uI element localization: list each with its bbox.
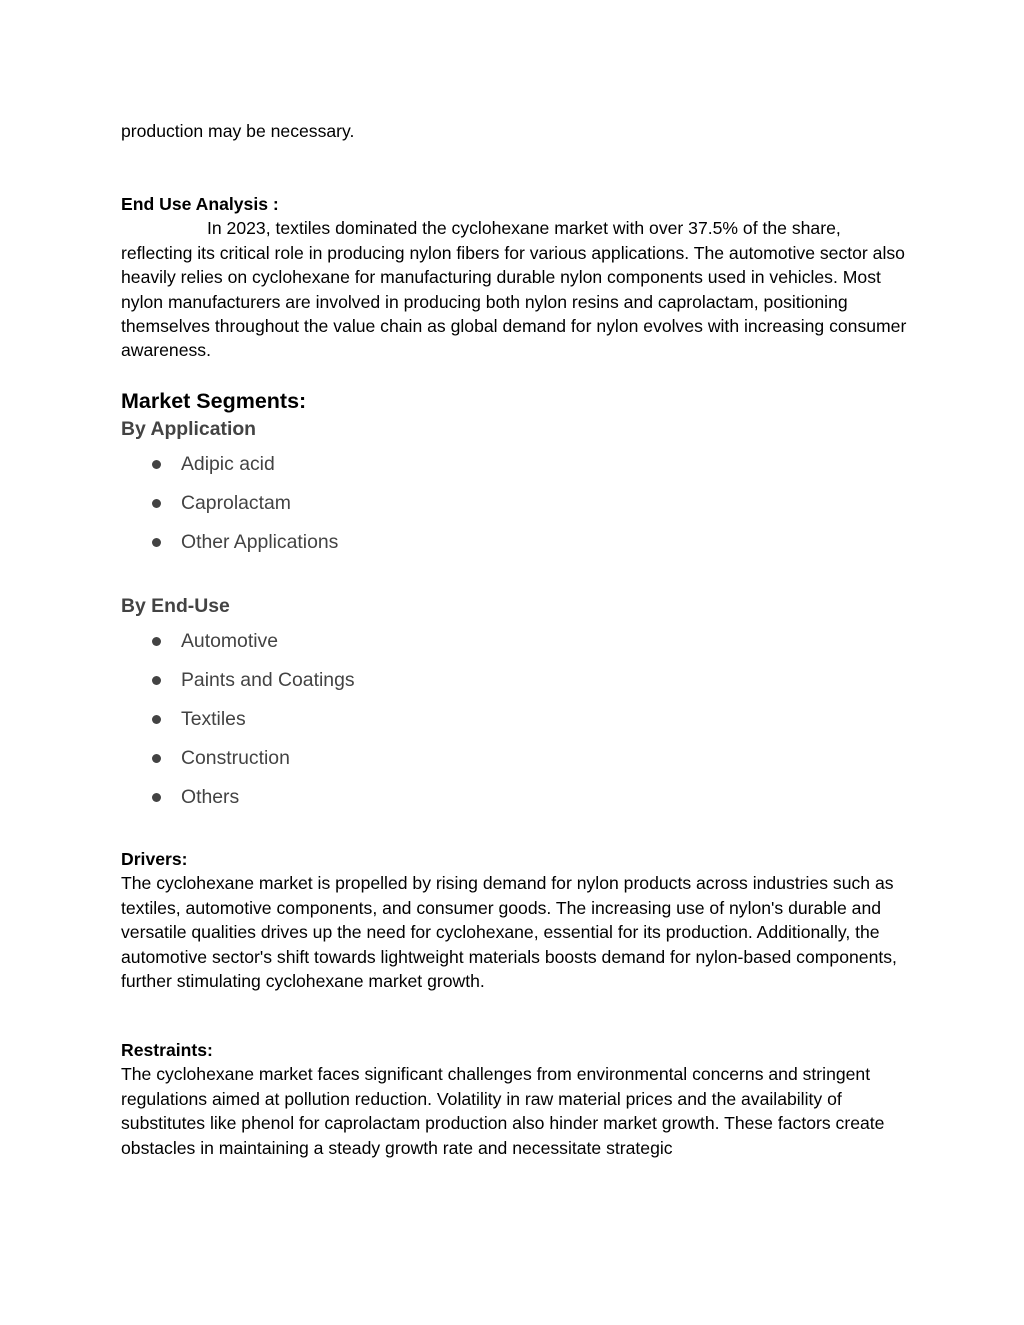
market-segments-section bbox=[121, 387, 911, 568]
bullet-icon bbox=[152, 460, 161, 469]
list-item bbox=[121, 745, 911, 784]
list-item bbox=[121, 628, 911, 667]
end-use-analysis-paragraph bbox=[121, 216, 911, 362]
market-segments-heading: Market Segments: bbox=[121, 389, 307, 413]
list-item-label: Caprolactam bbox=[181, 492, 291, 514]
restraints-label: Restraints: bbox=[121, 1040, 213, 1060]
list-item-label: Other Applications bbox=[181, 531, 339, 553]
list-item-label: Textiles bbox=[181, 708, 246, 730]
list-item bbox=[121, 784, 911, 823]
end-use-list bbox=[121, 628, 911, 823]
by-application-heading: By Application bbox=[121, 418, 257, 440]
by-end-use-section bbox=[121, 592, 911, 823]
list-item bbox=[121, 451, 911, 490]
list-item bbox=[121, 706, 911, 745]
bullet-icon bbox=[152, 715, 161, 724]
bullet-icon bbox=[152, 499, 161, 508]
end-use-analysis-label: End Use Analysis : bbox=[121, 194, 279, 214]
list-item bbox=[121, 490, 911, 529]
list-item-label: Paints and Coatings bbox=[181, 669, 355, 691]
intro-tail-text: production may be necessary. bbox=[121, 121, 355, 141]
list-item bbox=[121, 529, 911, 568]
end-use-analysis-section bbox=[121, 192, 911, 363]
end-use-analysis-text: In 2023, textiles dominated the cyclohexane market with over 37.5% of the share, reflecting its critical role in producing nylon fibers for various applications. The automotive sector also heavily relies on cyclohexane for manufacturing durable nylon components used in vehicles. Most nylon manufacturers are involved in producing both nylon resins and caprolactam, positioning themselves throughout the value chain as global demand for nylon evolves with increasing consumer awareness. bbox=[121, 218, 907, 361]
bullet-icon bbox=[152, 676, 161, 685]
application-list bbox=[121, 451, 911, 568]
list-item bbox=[121, 667, 911, 706]
list-item-label: Others bbox=[181, 786, 240, 808]
restraints-text: The cyclohexane market faces significant challenges from environmental concerns and stringent regulations aimed at pollution reduction. Volatility in raw material prices and the availability of substitutes like phenol for caprolactam production also hinder market growth. These factors create obstacles in maintaining a steady growth rate and necessitate strategic bbox=[121, 1064, 885, 1158]
bullet-icon bbox=[152, 637, 161, 646]
bullet-icon bbox=[152, 793, 161, 802]
drivers-label: Drivers: bbox=[121, 849, 188, 869]
list-item-label: Adipic acid bbox=[181, 453, 275, 475]
list-item-label: Construction bbox=[181, 747, 290, 769]
by-end-use-heading: By End-Use bbox=[121, 595, 230, 617]
bullet-icon bbox=[152, 538, 161, 547]
drivers-text: The cyclohexane market is propelled by rising demand for nylon products across industries such as textiles, automotive components, and consumer goods. The increasing use of nylon's durable and versatile qualities drives up the need for cyclohexane, essential for its production. Additionally, the automotive sector's shift towards lightweight materials boosts demand for nylon-based components, further stimulating cyclohexane market growth. bbox=[121, 873, 897, 992]
bullet-icon bbox=[152, 754, 161, 763]
drivers-section bbox=[121, 847, 911, 993]
restraints-section bbox=[121, 1038, 911, 1160]
list-item-label: Automotive bbox=[181, 630, 279, 652]
